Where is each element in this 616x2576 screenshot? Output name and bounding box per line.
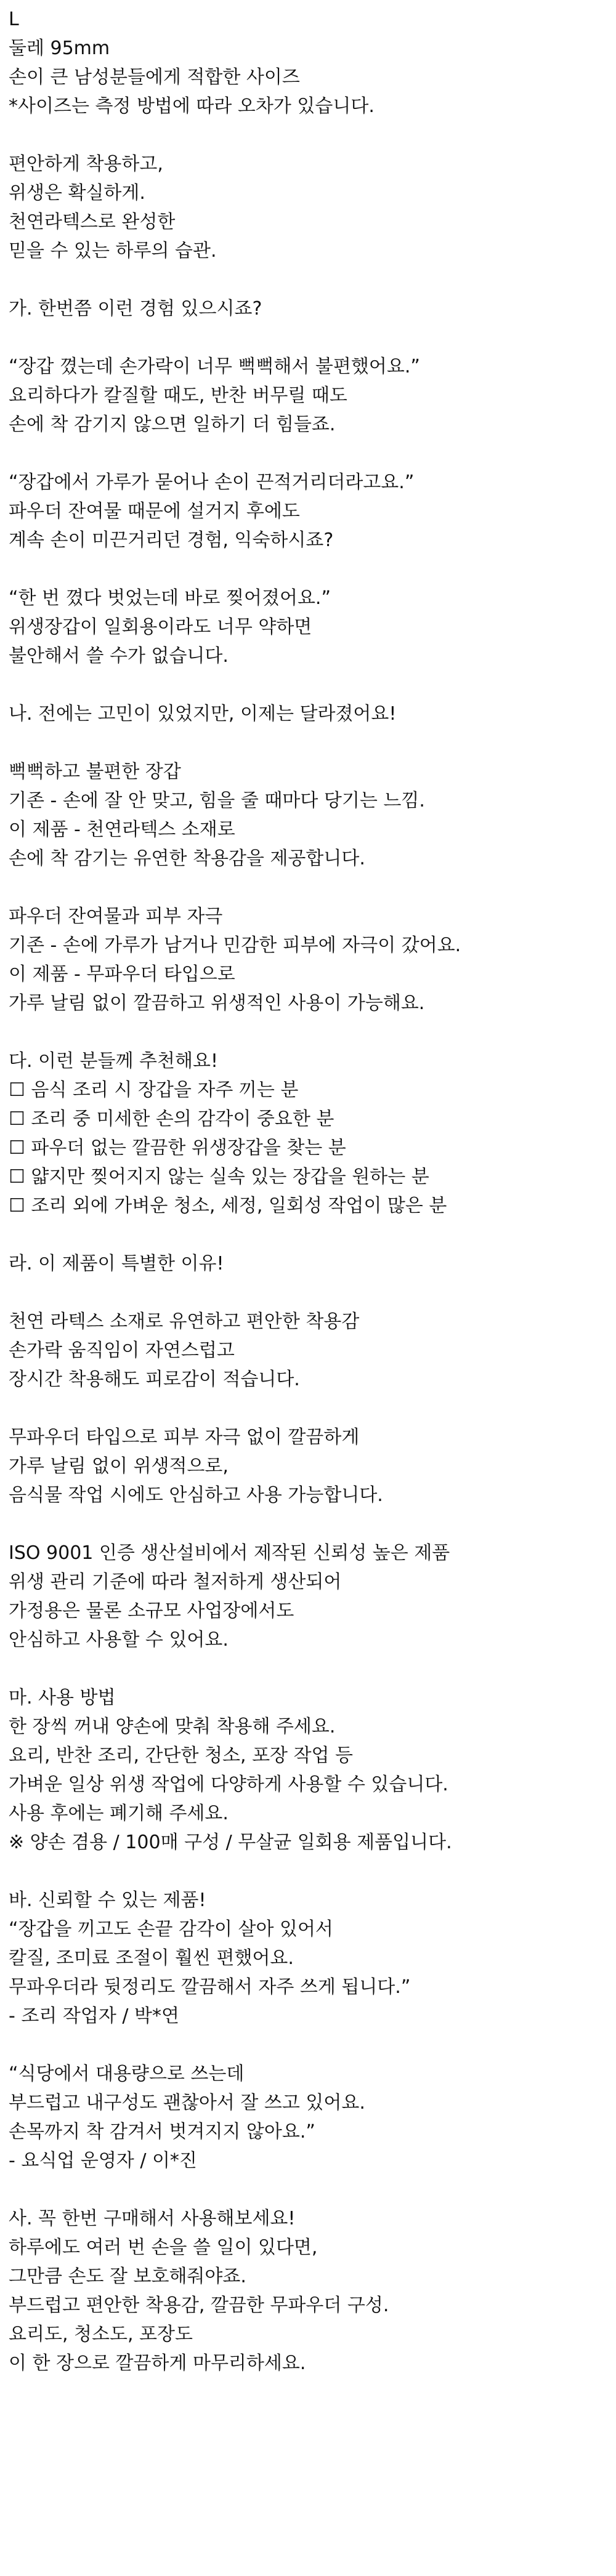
closing-block [9, 2204, 616, 2378]
reason-block [9, 1539, 616, 1654]
usage-text: 가벼운 일상 위생 작업에 다양하게 사용할 수 있습니다. [9, 1774, 448, 1795]
experience-text: 손에 착 감기지 않으면 일하기 더 힘들죠. [9, 414, 336, 435]
experience-quote: “장갑에서 가루가 묻어나 손이 끈적거리더라고요.” [9, 472, 415, 493]
comparison-after: 이 제품 - 무파우더 타입으로 [9, 964, 235, 985]
section-a-heading-block [9, 294, 616, 323]
comparison-after: 이 제품 - 천연라텍스 소재로 [9, 819, 235, 840]
experience-text: 위생장갑이 일회용이라도 너무 약하면 [9, 616, 312, 638]
reason-text: 가루 날림 없이 위생적으로, [9, 1455, 229, 1477]
experience-block [9, 584, 616, 670]
spacer [9, 670, 616, 699]
reason-title: ISO 9001 인증 생산설비에서 제작된 신뢰성 높은 제품 [9, 1542, 450, 1564]
section-heading: 바. 신뢰할 수 있는 제품! [9, 1890, 206, 1911]
comparison-before: 기존 - 손에 가루가 남거나 민감한 피부에 자극이 갔어요. [9, 935, 461, 956]
intro-line: 위생은 확실하게. [9, 182, 145, 204]
review-block [9, 1886, 616, 2031]
review-quote: “장갑을 끼고도 손끝 감각이 살아 있어서 [9, 1918, 333, 1940]
section-heading: 다. 이런 분들께 추천해요! [9, 1050, 218, 1072]
usage-note: ※ 양손 겸용 / 100매 구성 / 무살균 일회용 제품입니다. [9, 1832, 452, 1853]
spacer [9, 2175, 616, 2204]
closing-text: 그만큼 손도 잘 보호해줘야죠. [9, 2266, 246, 2287]
spacer [9, 1654, 616, 1683]
spacer [9, 1394, 616, 1423]
product-description [0, 5, 616, 2378]
experience-quote: “장갑 꼈는데 손가락이 너무 뻑뻑해서 불편했어요.” [9, 356, 420, 377]
spacer [9, 1018, 616, 1047]
intro-line: 천연라텍스로 완성한 [9, 211, 176, 233]
spacer [9, 728, 616, 757]
usage-text: 요리, 반찬 조리, 간단한 청소, 포장 작업 등 [9, 1745, 354, 1766]
comparison-after: 가루 날림 없이 깔끔하고 위생적인 사용이 가능해요. [9, 992, 425, 1014]
experience-text: 요리하다가 칼질할 때도, 반찬 버무릴 때도 [9, 385, 347, 406]
section-heading: 사. 꼭 한번 구매해서 사용해보세요! [9, 2208, 296, 2229]
reason-text: 음식물 작업 시에도 안심하고 사용 가능합니다. [9, 1484, 383, 1506]
reason-title: 무파우더 타입으로 피부 자극 없이 깔끔하게 [9, 1427, 360, 1448]
reason-text: 장시간 착용해도 피로감이 적습니다. [9, 1369, 300, 1390]
experience-text: 계속 손이 미끈거리던 경험, 익숙하시죠? [9, 529, 334, 551]
reason-block [9, 1307, 616, 1394]
checklist-item: ☐ 조리 외에 가벼운 청소, 세정, 일회성 작업이 많은 분 [9, 1195, 447, 1217]
checklist-item: ☐ 음식 조리 시 장갑을 자주 끼는 분 [9, 1079, 299, 1101]
spacer [9, 121, 616, 150]
checklist-item: ☐ 조리 중 미세한 손의 감각이 중요한 분 [9, 1108, 334, 1130]
review-quote: 칼질, 조미료 조절이 훨씬 편했어요. [9, 1947, 294, 1969]
review-quote: 부드럽고 내구성도 괜찮아서 잘 쓰고 있어요. [9, 2092, 365, 2114]
reason-block [9, 1423, 616, 1510]
usage-text: 한 장씩 꺼내 양손에 맞춰 착용해 주세요. [9, 1716, 336, 1737]
comparison-block [9, 902, 616, 1018]
reason-text: 손가락 움직임이 자연스럽고 [9, 1340, 235, 1361]
reason-text: 위생 관리 기준에 따라 철저하게 생산되어 [9, 1571, 342, 1593]
review-author: - 조리 작업자 / 박*연 [9, 2005, 179, 2027]
reason-text: 안심하고 사용할 수 있어요. [9, 1629, 229, 1651]
section-d-heading-block [9, 1249, 616, 1278]
review-quote: 무파우더라 뒷정리도 깔끔해서 자주 쓰게 됩니다.” [9, 1976, 411, 1998]
spacer [9, 1857, 616, 1886]
section-b-heading-block [9, 699, 616, 728]
usage-block [9, 1683, 616, 1857]
closing-text: 부드럽고 편안한 착용감, 깔끔한 무파우더 구성. [9, 2295, 389, 2316]
size-label: L [9, 9, 19, 30]
spacer [9, 873, 616, 902]
experience-text: 불안해서 쓸 수가 없습니다. [9, 645, 229, 667]
checklist-item: ☐ 파우더 없는 깔끔한 위생장갑을 찾는 분 [9, 1137, 346, 1159]
size-info-block [9, 5, 616, 121]
review-block [9, 2059, 616, 2175]
spacer [9, 555, 616, 584]
spacer [9, 2031, 616, 2059]
spacer [9, 1220, 616, 1249]
size-recommendation: 손이 큰 남성분들에게 적합한 사이즈 [9, 66, 300, 88]
closing-text: 하루에도 여러 번 손을 쓸 일이 있다면, [9, 2237, 318, 2258]
comparison-before: 기존 - 손에 잘 안 맞고, 힘을 줄 때마다 당기는 느낌. [9, 790, 425, 811]
spacer [9, 323, 616, 352]
section-heading: 라. 이 제품이 특별한 이유! [9, 1253, 224, 1274]
recommendation-block [9, 1047, 616, 1220]
review-author: - 요식업 운영자 / 이*진 [9, 2150, 197, 2171]
reason-title: 천연 라텍스 소재로 유연하고 편안한 착용감 [9, 1311, 360, 1332]
intro-line: 믿을 수 있는 하루의 습관. [9, 240, 217, 262]
review-quote: 손목까지 착 감겨서 벗겨지지 않아요.” [9, 2121, 315, 2143]
reason-text: 가정용은 물론 소규모 사업장에서도 [9, 1600, 294, 1622]
section-heading: 마. 사용 방법 [9, 1687, 116, 1709]
spacer [9, 439, 616, 468]
comparison-block [9, 757, 616, 873]
spacer [9, 1278, 616, 1307]
comparison-title: 파우더 잔여물과 피부 자극 [9, 906, 223, 927]
checklist-item: ☐ 얇지만 찢어지지 않는 실속 있는 장갑을 원하는 분 [9, 1166, 429, 1188]
spacer [9, 1510, 616, 1539]
comparison-title: 뻑뻑하고 불편한 장갑 [9, 761, 181, 783]
closing-text: 요리도, 청소도, 포장도 [9, 2324, 193, 2345]
spacer [9, 265, 616, 294]
experience-text: 파우더 잔여물 때문에 설거지 후에도 [9, 501, 300, 522]
section-heading: 나. 전에는 고민이 있었지만, 이제는 달라졌어요! [9, 703, 397, 725]
experience-block [9, 468, 616, 555]
size-circumference: 둘레 95mm [9, 38, 110, 59]
comparison-after: 손에 착 감기는 유연한 착용감을 제공합니다. [9, 848, 365, 869]
section-heading: 가. 한번쯤 이런 경험 있으시죠? [9, 298, 262, 320]
size-disclaimer: *사이즈는 측정 방법에 따라 오차가 있습니다. [9, 95, 375, 117]
review-quote: “식당에서 대용량으로 쓰는데 [9, 2063, 245, 2085]
experience-quote: “한 번 꼈다 벗었는데 바로 찢어졌어요.” [9, 587, 331, 609]
usage-text: 사용 후에는 폐기해 주세요. [9, 1803, 229, 1824]
experience-block [9, 352, 616, 439]
closing-text: 이 한 장으로 깔끔하게 마무리하세요. [9, 2353, 306, 2374]
intro-line: 편안하게 착용하고, [9, 153, 163, 175]
intro-block [9, 150, 616, 265]
